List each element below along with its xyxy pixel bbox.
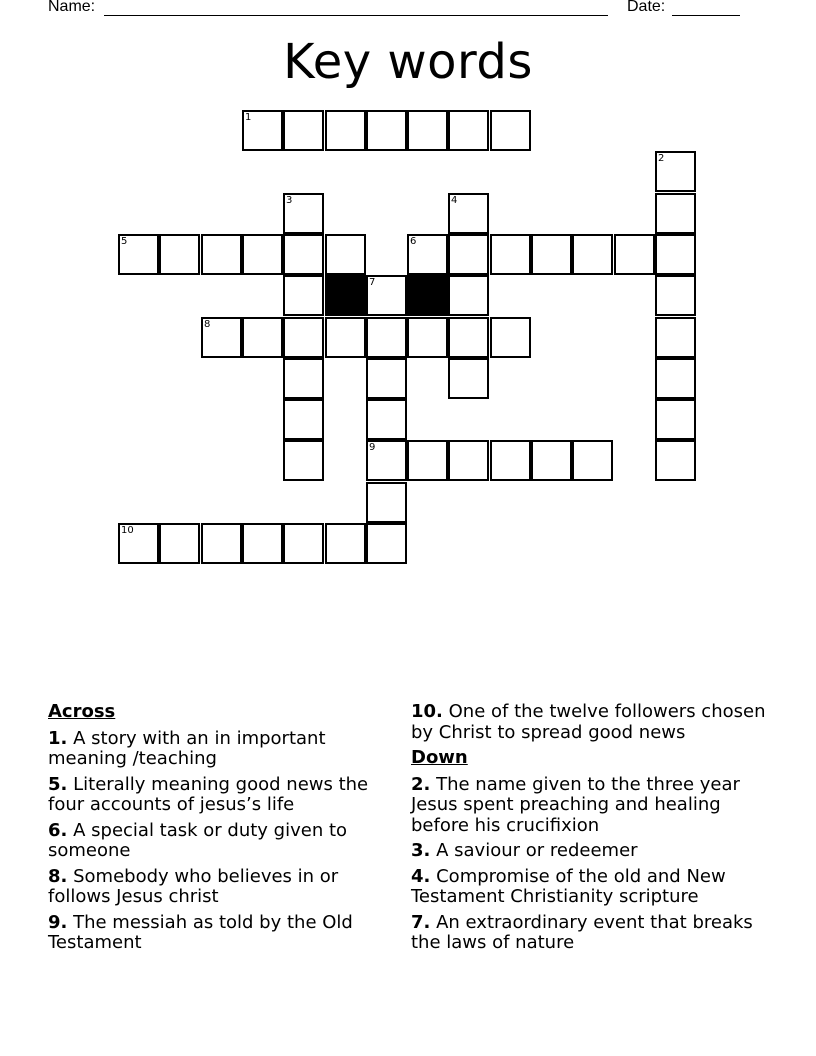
- grid-cell[interactable]: [283, 440, 324, 481]
- grid-cell[interactable]: [655, 440, 696, 481]
- grid-cell[interactable]: [366, 482, 407, 523]
- grid-cell[interactable]: [283, 523, 324, 564]
- clue-text: Literally meaning good news the four accounts of jesus’s life: [48, 773, 369, 815]
- grid-cell[interactable]: [407, 317, 448, 358]
- clues-column-right: [411, 702, 783, 959]
- grid-cell[interactable]: [531, 234, 572, 275]
- grid-cell[interactable]: [448, 317, 489, 358]
- clue-across-1: [48, 729, 393, 770]
- grid-cell[interactable]: [490, 440, 531, 481]
- clue-number: 1.: [48, 727, 68, 749]
- grid-cell[interactable]: [283, 358, 324, 399]
- clue-across-10: [411, 702, 783, 743]
- clue-number: 7.: [411, 911, 431, 933]
- clue-text: A saviour or redeemer: [436, 840, 638, 861]
- grid-cell[interactable]: [201, 234, 242, 275]
- clues-column-left: [48, 702, 393, 959]
- grid-cell[interactable]: [201, 523, 242, 564]
- grid-cell[interactable]: [448, 110, 489, 151]
- grid-cell[interactable]: [325, 317, 366, 358]
- clue-number: 5.: [48, 773, 68, 795]
- grid-cell[interactable]: [366, 358, 407, 399]
- grid-cell[interactable]: [572, 234, 613, 275]
- name-label: Name:: [48, 0, 96, 15]
- clue-number-label: 5: [121, 236, 128, 247]
- grid-block: [325, 275, 366, 316]
- grid-cell[interactable]: [283, 317, 324, 358]
- clue-across-9: [48, 913, 393, 954]
- clue-number-label: 6: [410, 236, 417, 247]
- grid-cell[interactable]: [242, 317, 283, 358]
- grid-cell[interactable]: [325, 234, 366, 275]
- grid-cell[interactable]: [283, 275, 324, 316]
- down-heading: Down: [411, 747, 468, 768]
- clue-text: Compromise of the old and New Testament Christianity scripture: [411, 865, 726, 907]
- clue-number-label: 3: [286, 195, 293, 206]
- clue-down-2: [411, 775, 783, 837]
- grid-cell[interactable]: [407, 110, 448, 151]
- grid-cell[interactable]: [655, 234, 696, 275]
- clue-number-label: 9: [369, 442, 376, 453]
- clue-number: 9.: [48, 911, 68, 933]
- clue-text: One of the twelve followers chosen by Christ to spread good news: [411, 701, 766, 743]
- grid-cell[interactable]: [242, 523, 283, 564]
- clue-number-label: 8: [204, 319, 211, 330]
- clue-number: 2.: [411, 773, 431, 795]
- grid-cell[interactable]: [490, 317, 531, 358]
- grid-cell[interactable]: [655, 193, 696, 234]
- grid-cell[interactable]: [448, 440, 489, 481]
- grid-cell[interactable]: [242, 234, 283, 275]
- grid-cell[interactable]: [366, 317, 407, 358]
- grid-cell[interactable]: [655, 151, 696, 192]
- grid-cell[interactable]: [531, 440, 572, 481]
- page-title: Key words: [283, 34, 533, 90]
- grid-cell[interactable]: [448, 193, 489, 234]
- clue-number-label: 1: [245, 112, 252, 123]
- grid-cell[interactable]: [614, 234, 655, 275]
- clue-down-7: [411, 913, 783, 954]
- clue-number-label: 4: [451, 195, 458, 206]
- clue-number-label: 2: [658, 153, 665, 164]
- clue-text: Somebody who believes in or follows Jesus christ: [48, 865, 339, 907]
- grid-cell[interactable]: [325, 110, 366, 151]
- grid-cell[interactable]: [490, 234, 531, 275]
- grid-cell[interactable]: [325, 523, 366, 564]
- clue-down-4: [411, 867, 783, 908]
- clue-down-3: [411, 841, 783, 862]
- clue-number: 4.: [411, 865, 431, 887]
- grid-cell[interactable]: [283, 193, 324, 234]
- grid-cell[interactable]: [448, 358, 489, 399]
- grid-cell[interactable]: [407, 234, 448, 275]
- grid-block: [407, 275, 448, 316]
- grid-cell[interactable]: [655, 399, 696, 440]
- grid-cell[interactable]: [407, 440, 448, 481]
- clue-text: A special task or duty given to someone: [48, 819, 348, 861]
- grid-cell[interactable]: [159, 523, 200, 564]
- grid-cell[interactable]: [655, 358, 696, 399]
- clue-across-5: [48, 775, 393, 816]
- clue-text: The messiah as told by the Old Testament: [48, 911, 353, 953]
- grid-cell[interactable]: [366, 440, 407, 481]
- date-label: Date:: [627, 0, 666, 15]
- grid-cell[interactable]: [201, 317, 242, 358]
- grid-cell[interactable]: [366, 523, 407, 564]
- grid-cell[interactable]: [283, 234, 324, 275]
- grid-cell[interactable]: [366, 275, 407, 316]
- grid-cell[interactable]: [655, 275, 696, 316]
- across-heading: Across: [48, 701, 116, 722]
- grid-cell[interactable]: [490, 110, 531, 151]
- clue-number: 8.: [48, 865, 68, 887]
- clue-number-label: 7: [369, 277, 376, 288]
- grid-cell[interactable]: [448, 275, 489, 316]
- grid-cell[interactable]: [655, 317, 696, 358]
- grid-cell[interactable]: [572, 440, 613, 481]
- clue-text: A story with an in important meaning /teaching: [48, 727, 326, 769]
- clue-text: An extraordinary event that breaks the laws of nature: [411, 911, 753, 953]
- clue-across-8: [48, 867, 393, 908]
- grid-cell[interactable]: [283, 399, 324, 440]
- grid-cell[interactable]: [118, 523, 159, 564]
- clue-number: 6.: [48, 819, 68, 841]
- grid-cell[interactable]: [118, 234, 159, 275]
- clue-text: The name given to the three year Jesus spent preaching and healing before his crucifixion: [411, 773, 740, 836]
- clue-number: 3.: [411, 840, 431, 861]
- clue-number-label: 10: [121, 525, 134, 536]
- grid-cell[interactable]: [448, 234, 489, 275]
- clue-across-6: [48, 821, 393, 862]
- clue-number: 10.: [411, 701, 443, 722]
- grid-cell[interactable]: [159, 234, 200, 275]
- grid-cell[interactable]: [366, 399, 407, 440]
- grid-cell[interactable]: [366, 110, 407, 151]
- grid-cell[interactable]: [242, 110, 283, 151]
- grid-cell[interactable]: [283, 110, 324, 151]
